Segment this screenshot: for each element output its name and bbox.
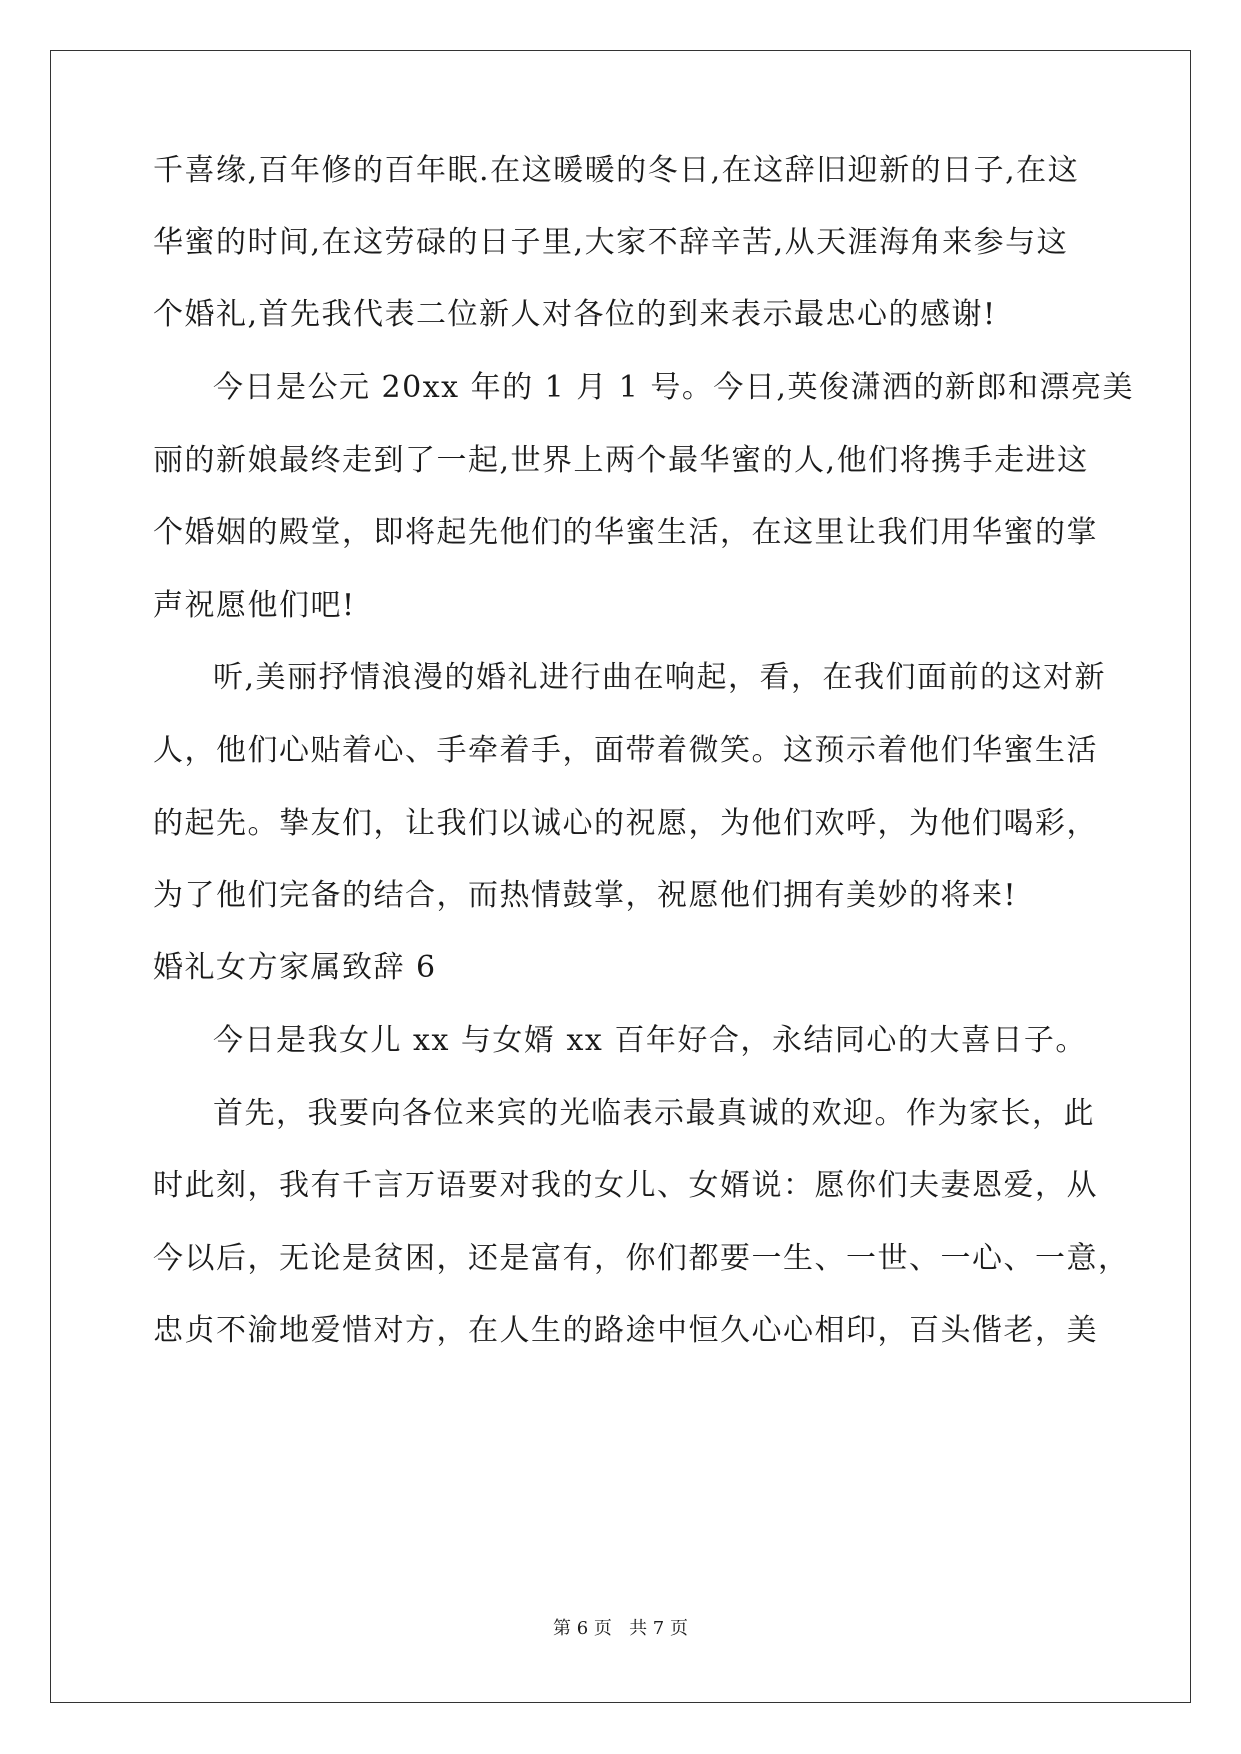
- text-line: 华蜜的时间,在这劳碌的日子里,大家不辞辛苦,从天涯海角来参与这: [153, 225, 1069, 260]
- paragraph-first-line: 今日是我女儿 xx 与女婿 xx 百年好合，永结同心的大喜日子。: [213, 1023, 1087, 1058]
- text-line: 丽的新娘最终走到了一起,世界上两个最华蜜的人,他们将携手走进这: [153, 443, 1089, 478]
- paragraph-first-line: 首先，我要向各位来宾的光临表示最真诚的欢迎。作为家长，此: [213, 1096, 1095, 1131]
- text-line: 今以后，无论是贫困，还是富有，你们都要一生、一世、一心、一意，: [153, 1241, 1130, 1276]
- paragraph-first-line: 今日是公元 20xx 年的 1 月 1 号。今日,英俊潇洒的新郎和漂亮美: [213, 370, 1134, 405]
- text-line: 人，他们心贴着心、手牵着手，面带着微笑。这预示着他们华蜜生活: [153, 733, 1098, 768]
- text-line: 时此刻，我有千言万语要对我的女儿、女婿说：愿你们夫妻恩爱，从: [153, 1168, 1098, 1203]
- text-line: 的起先。挚友们，让我们以诚心的祝愿，为他们欢呼，为他们喝彩，: [153, 806, 1098, 841]
- text-line: 忠贞不渝地爱惜对方，在人生的路途中恒久心心相印，百头偕老，美: [153, 1313, 1098, 1348]
- text-line: 千喜缘,百年修的百年眠.在这暖暖的冬日,在这辞旧迎新的日子,在这: [153, 153, 1080, 188]
- section-heading: 婚礼女方家属致辞 6: [153, 950, 437, 985]
- text-line: 为了他们完备的结合，而热情鼓掌，祝愿他们拥有美妙的将来!: [153, 878, 1018, 913]
- paragraph-first-line: 听,美丽抒情浪漫的婚礼进行曲在响起，看，在我们面前的这对新: [213, 660, 1107, 695]
- page-number-footer: 第 6 页 共 7 页: [553, 1618, 688, 1639]
- text-line: 声祝愿他们吧!: [153, 588, 356, 623]
- text-line: 个婚姻的殿堂，即将起先他们的华蜜生活，在这里让我们用华蜜的掌: [153, 515, 1098, 550]
- text-line: 个婚礼,首先我代表二位新人对各位的到来表示最忠心的感谢!: [153, 297, 997, 332]
